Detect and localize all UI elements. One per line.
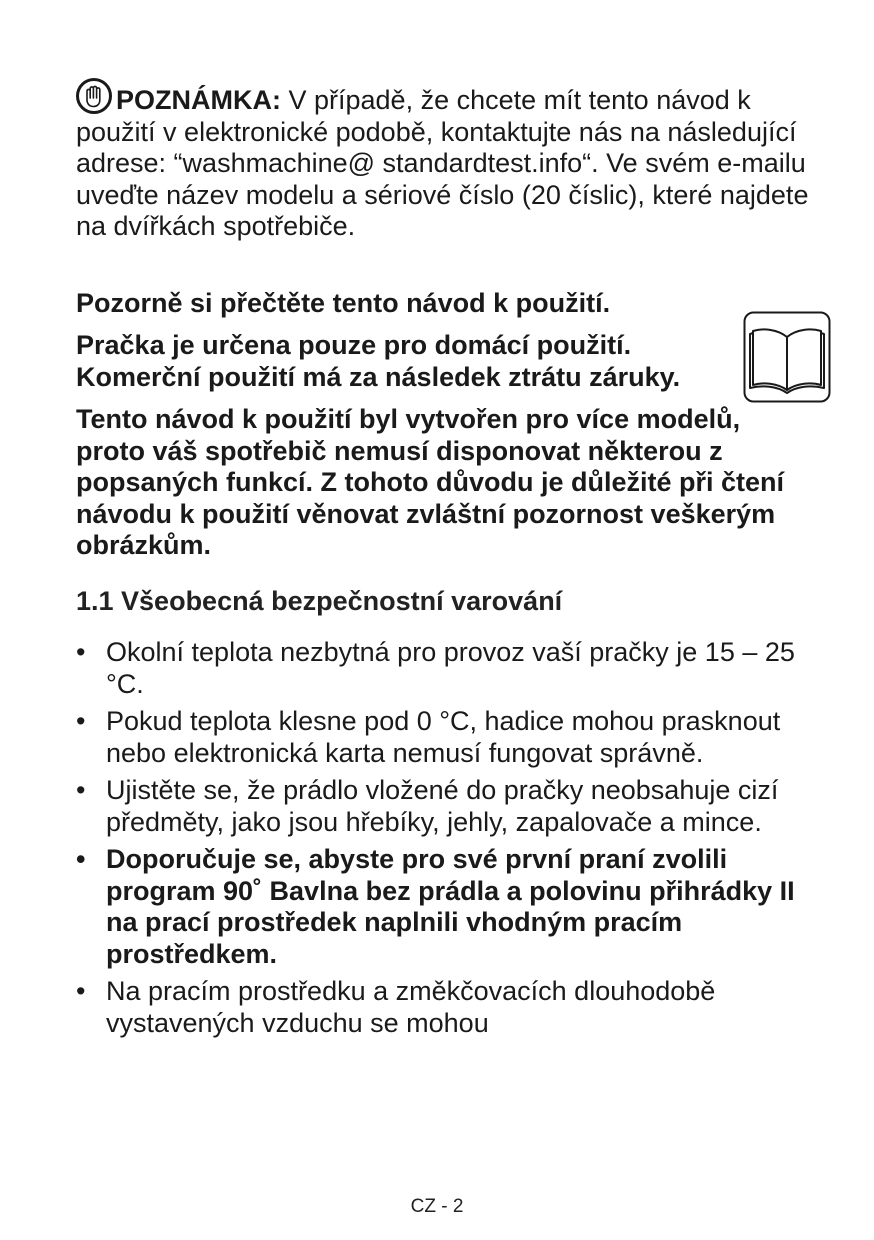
manual-page [76, 78, 816, 1045]
note-label: POZNÁMKA: [116, 85, 281, 115]
safety-warnings-list [76, 637, 816, 1039]
note-text: V případě, že chcete mít tento návod k použití v elektronické podobě, kontaktujte nás na následující adrese: “washmachine@ standardtest.info“. Ve svém e-mailu uveďte název modelu a sériové číslo (20 číslic), které najdete na dvířkách spotřebiče. [76, 85, 809, 241]
open-book-icon [743, 311, 831, 403]
stop-hand-icon [76, 78, 112, 114]
list-item: • Na pracím prostředku a změkčovacích dlouhodobě vystavených vzduchu se mohou [76, 976, 816, 1039]
list-item: • Okolní teplota nezbytná pro provoz vaší pračky je 15 – 25 °C. [76, 637, 816, 700]
list-item: • Doporučuje se, abyste pro své první praní zvolili program 90˚ Bavlna bez prádla a polovinu přihrádky II na prací prostředek naplnili vhodným pracím prostředkem. [76, 844, 816, 970]
models-note-paragraph: Tento návod k použití byl vytvořen pro více modelů, proto váš spotřebič nemusí disponovat některou z popsaných funkcí. Z tohoto důvodu je důležité při čtení návodu k použití věnovat zvláštní pozornost veškerým obrázkům. [76, 404, 785, 560]
section-title: 1.1 Všeobecná bezpečnostní varování [76, 585, 563, 616]
read-manual-heading: Pozorně si přečtěte tento návod k použití. [76, 287, 611, 318]
list-item: • Ujistěte se, že prádlo vložené do pračky neobsahuje cizí předměty, jako jsou hřebíky, jehly, zapalovače a mince. [76, 775, 816, 838]
domestic-use-paragraph: Pračka je určena pouze pro domácí použití. Komerční použití má za následek ztrátu záruky. [76, 330, 681, 392]
list-item: • Pokud teplota klesne pod 0 °C, hadice mohou prasknout nebo elektronická karta nemusí fungovat správně. [76, 706, 816, 769]
note-paragraph [76, 78, 816, 243]
page-number: CZ - 2 [410, 1196, 464, 1217]
